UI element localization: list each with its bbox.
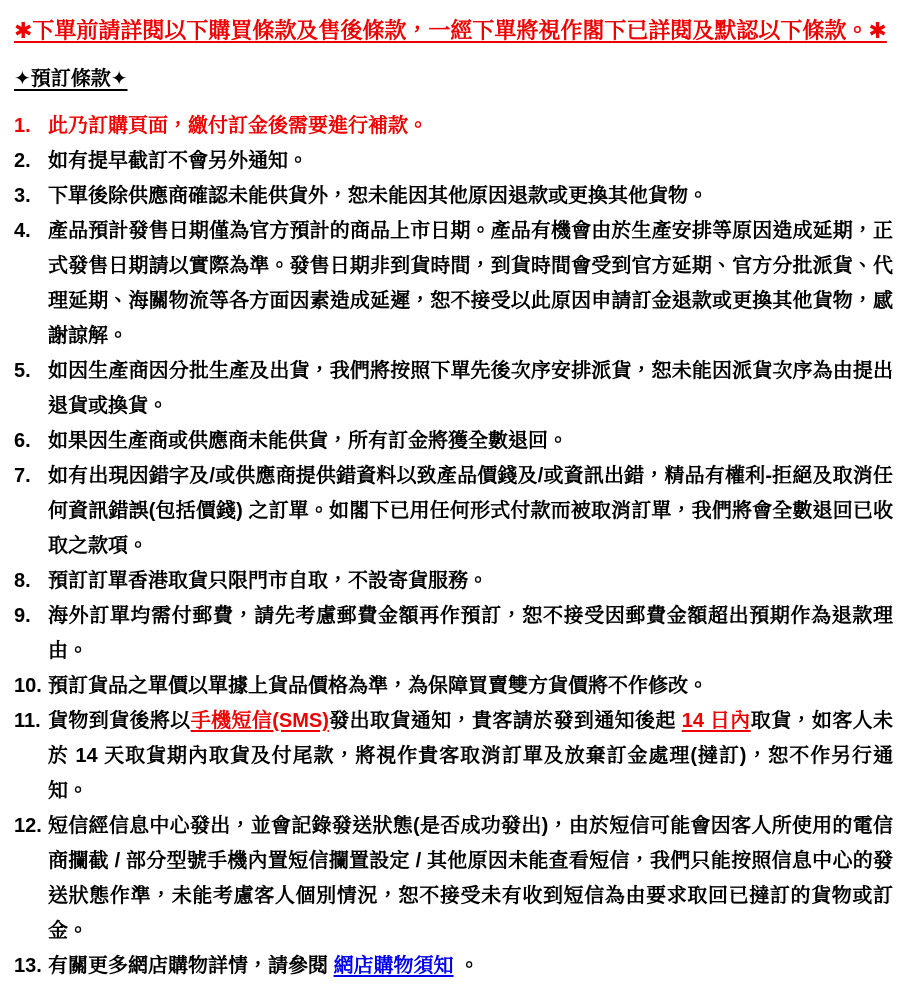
term-text-segment: 海外訂單均需付郵費，請先考慮郵費金額再作預訂，恕不接受因郵費金額超出預期作為退款理由。 (48, 605, 893, 662)
term-item-11 (14, 704, 893, 809)
term-text-segment: 取貨，如客人未於 14 天取貨期內取貨及付尾款，將視作貴客取消訂單及放棄訂金處理(撻訂)，恕不作另行通知。 (48, 710, 893, 802)
term-text-segment: 產品預計發售日期僅為官方預計的商品上市日期。產品有機會由於生產安排等原因造成延期，正式發售日期請以實際為準。發售日期非到貨時間，到貨時間會受到官方延期、官方分批派貨、代理延期、海關物流等各方面因素造成延遲，恕不接受以此原因申請訂金退款或更換其他貨物，感謝諒解。 (48, 220, 893, 347)
term-item-2 (14, 144, 893, 179)
term-item-7 (14, 459, 893, 564)
term-text (48, 179, 893, 214)
term-number: 12. (14, 815, 42, 837)
term-text (48, 354, 893, 424)
term-text-segment: 下單後除供應商確認未能供貨外，恕未能因其他原因退款或更換其他貨物。 (48, 185, 708, 207)
term-text (48, 564, 893, 599)
term-text (48, 109, 893, 144)
term-number: 13. (14, 955, 42, 977)
term-text-segment: 短信經信息中心發出，並會記錄發送狀態(是否成功發出)，由於短信可能會因客人所使用的電信商攔截 / 部分型號手機內置短信攔置設定 / 其他原因未能查看短信，我們只能按照信息中心的發送狀態作準，未能考慮客人個別情況，恕不接受未有收到短信為由要求取回已撻訂的貨物或訂金。 (48, 815, 893, 942)
term-number: 10. (14, 675, 42, 697)
term-number: 6. (14, 430, 31, 452)
terms-list (14, 109, 893, 984)
term-item-13 (14, 949, 893, 984)
term-text-segment: 發出取貨通知，貴客請於發到通知後起 (328, 710, 682, 732)
term-text (48, 704, 893, 809)
term-item-9 (14, 599, 893, 669)
term-number: 4. (14, 220, 31, 242)
term-number: 11. (14, 710, 41, 732)
term-item-10 (14, 669, 893, 704)
pre-order-notice (14, 14, 893, 48)
term-text (48, 949, 893, 984)
term-text-segment: 如有提早截訂不會另外通知。 (48, 150, 308, 172)
term-text-segment: 如因生產商因分批生產及出貨，我們將按照下單先後次序安排派貨，恕未能因派貨次序為由提出退貨或換貨。 (48, 360, 893, 417)
term-item-5 (14, 354, 893, 424)
term-item-3 (14, 179, 893, 214)
term-text (48, 599, 893, 669)
term-item-1 (14, 109, 893, 144)
term-text (48, 424, 893, 459)
term-text (48, 809, 893, 949)
term-text-segment: 。 (453, 955, 480, 977)
term-text-segment: 此乃訂購頁面，繳付訂金後需要進行補款。 (48, 115, 428, 137)
term-text (48, 144, 893, 179)
term-number: 9. (14, 605, 31, 627)
term-item-4 (14, 214, 893, 354)
term-item-8 (14, 564, 893, 599)
term-text-segment: 預訂貨品之單價以單據上貨品價格為準，為保障買賣雙方貨價將不作修改。 (48, 675, 708, 697)
term-text (48, 669, 893, 704)
term-number: 7. (14, 465, 31, 487)
term-number: 8. (14, 570, 31, 592)
online-store-guide-link[interactable]: 網店購物須知 (333, 955, 454, 977)
fourteen-days-highlight: 14 日內 (681, 710, 751, 732)
term-number: 1. (14, 115, 31, 137)
term-text (48, 214, 893, 354)
term-text-segment: 預訂訂單香港取貨只限門市自取，不設寄貨服務。 (48, 570, 488, 592)
term-number: 3. (14, 185, 31, 207)
pre-order-notice-text: ✱下單前請詳閱以下購買條款及售後條款，一經下單將視作閣下已詳閱及默認以下條款。✱ (14, 18, 887, 43)
term-text-segment: 如果因生產商或供應商未能供貨，所有訂金將獲全數退回。 (48, 430, 568, 452)
sms-pickup-highlight: 手機短信(SMS) (190, 710, 329, 732)
term-number: 5. (14, 360, 31, 382)
section-title (14, 62, 128, 96)
term-text-segment: 貨物到貨後將以 (48, 710, 191, 732)
term-text (48, 459, 893, 564)
term-item-12 (14, 809, 893, 949)
section-title-text: ✦預訂條款✦ (14, 68, 128, 90)
term-number: 2. (14, 150, 31, 172)
term-text-segment: 如有出現因錯字及/或供應商提供錯資料以致產品價錢及/或資訊出錯，精品有權利-拒絕及取消任何資訊錯誤(包括價錢) 之訂單。如閣下已用任何形式付款而被取消訂單，我們將會全數退回已收取之款項。 (48, 465, 893, 557)
term-text-segment: 有關更多網店購物詳情，請參閱 (48, 955, 334, 977)
term-item-6 (14, 424, 893, 459)
